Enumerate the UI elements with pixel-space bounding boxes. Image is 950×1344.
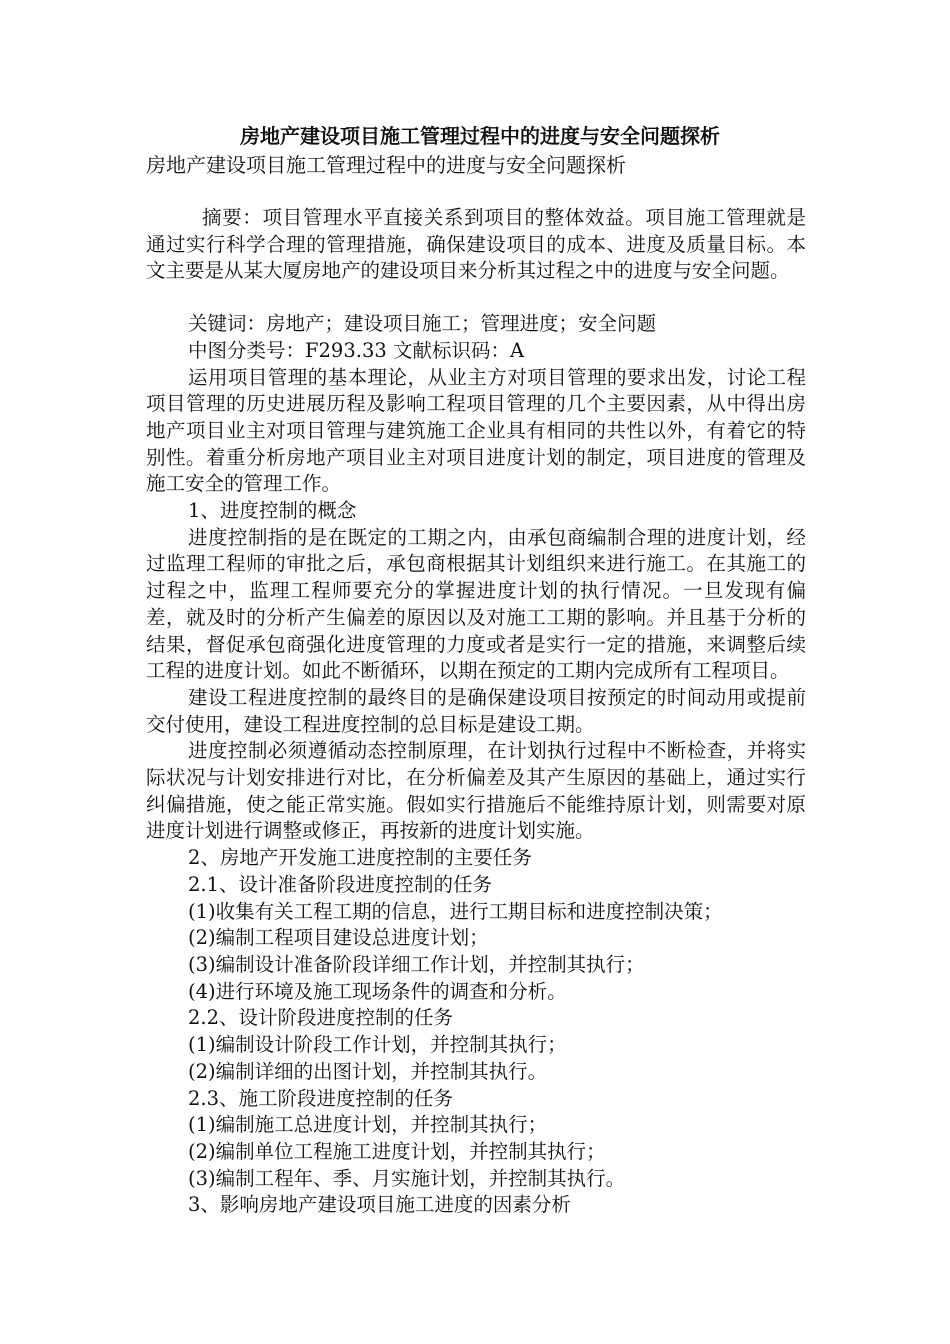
spacer [146,285,806,311]
section-1-paragraph-3: 进度控制必须遵循动态控制原理，在计划执行过程中不断检查，并将实际状况与计划安排进行对比，在分析偏差及其产生原因的基础上，通过实行纠偏措施，使之能正常实施。假如实行措施后不能维持原计划，则需要对原进度计划进行调整或修正，再按新的进度计划实施。 [146,739,806,843]
keywords-line: 关键词：房地产；建设项目施工；管理进度；安全问题 [188,312,657,336]
section-2-heading: 2、房地产开发施工进度控制的主要任务 [188,846,532,870]
section-2-1-heading: 2.1、设计准备阶段进度控制的任务 [188,872,493,896]
section-1-paragraph-1: 进度控制指的是在既定的工期之内，由承包商编制合理的进度计划，经过监理工程师的审批之后，承包商根据其计划组织来进行施工。在其施工的过程之中，监理工程师要充分的掌握进度计划的执行情况。一旦发现有偏差，就及时的分析产生偏差的原因以及对施工工期的影响。并且基于分析的结果，督促承包商强化进度管理的力度或者是实行一定的措施，来调整后续工程的进度计划。如此不断循环，以期在预定的工期内完成所有工程项目。 [146,525,806,683]
list-item: (2)编制工程项目建设总进度计划； [188,926,489,950]
section-3-heading: 3、影响房地产建设项目施工进度的因素分析 [188,1193,571,1217]
document-body [146,120,806,1219]
intro-paragraph: 运用项目管理的基本理论，从业主方对项目管理的要求出发，讨论工程项目管理的历史进展历程及影响工程项目管理的几个主要因素，从中得出房地产项目业主对项目管理与建筑施工企业具有相同的共性以外，有着它的特别性。着重分析房地产项目业主对项目进度计划的制定，项目进度的管理及施工安全的管理工作。 [146,365,806,496]
list-item: (4)进行环境及施工现场条件的调查和分析。 [188,979,567,1003]
spacer [146,179,806,205]
document-subtitle: 房地产建设项目施工管理过程中的进度与安全问题探析 [146,153,626,177]
classification-line: 中图分类号：F293.33 文献标识码：A [188,338,525,362]
section-2-3-heading: 2.3、施工阶段进度控制的任务 [188,1086,454,1110]
list-item: (1)收集有关工程工期的信息，进行工期目标和进度控制决策； [188,899,723,923]
list-item: (3)编制工程年、季、月实施计划，并控制其执行。 [188,1166,626,1190]
list-item: (3)编制设计准备阶段详细工作计划，并控制其执行； [188,952,645,976]
section-1-paragraph-2: 建设工程进度控制的最终目的是确保建设项目按预定的时间动用或提前交付使用，建设工程进度控制的总目标是建设工期。 [146,685,806,736]
list-item: (2)编制单位工程施工进度计划，并控制其执行； [188,1139,606,1163]
list-item: (1)编制施工总进度计划，并控制其执行； [188,1113,548,1137]
section-1-heading: 1、进度控制的概念 [188,499,357,523]
list-item: (1)编制设计阶段工作计划，并控制其执行； [188,1033,567,1057]
abstract-paragraph: 摘要：项目管理水平直接关系到项目的整体效益。项目施工管理就是通过实行科学合理的管理措施，确保建设项目的成本、进度及质量目标。本文主要是从某大厦房地产的建设项目来分析其过程之中的进度与安全问题。 [146,206,806,283]
document-title: 房地产建设项目施工管理过程中的进度与安全问题探析 [240,124,720,148]
list-item: (2)编制详细的出图计划，并控制其执行。 [188,1059,548,1083]
section-2-2-heading: 2.2、设计阶段进度控制的任务 [188,1006,454,1030]
